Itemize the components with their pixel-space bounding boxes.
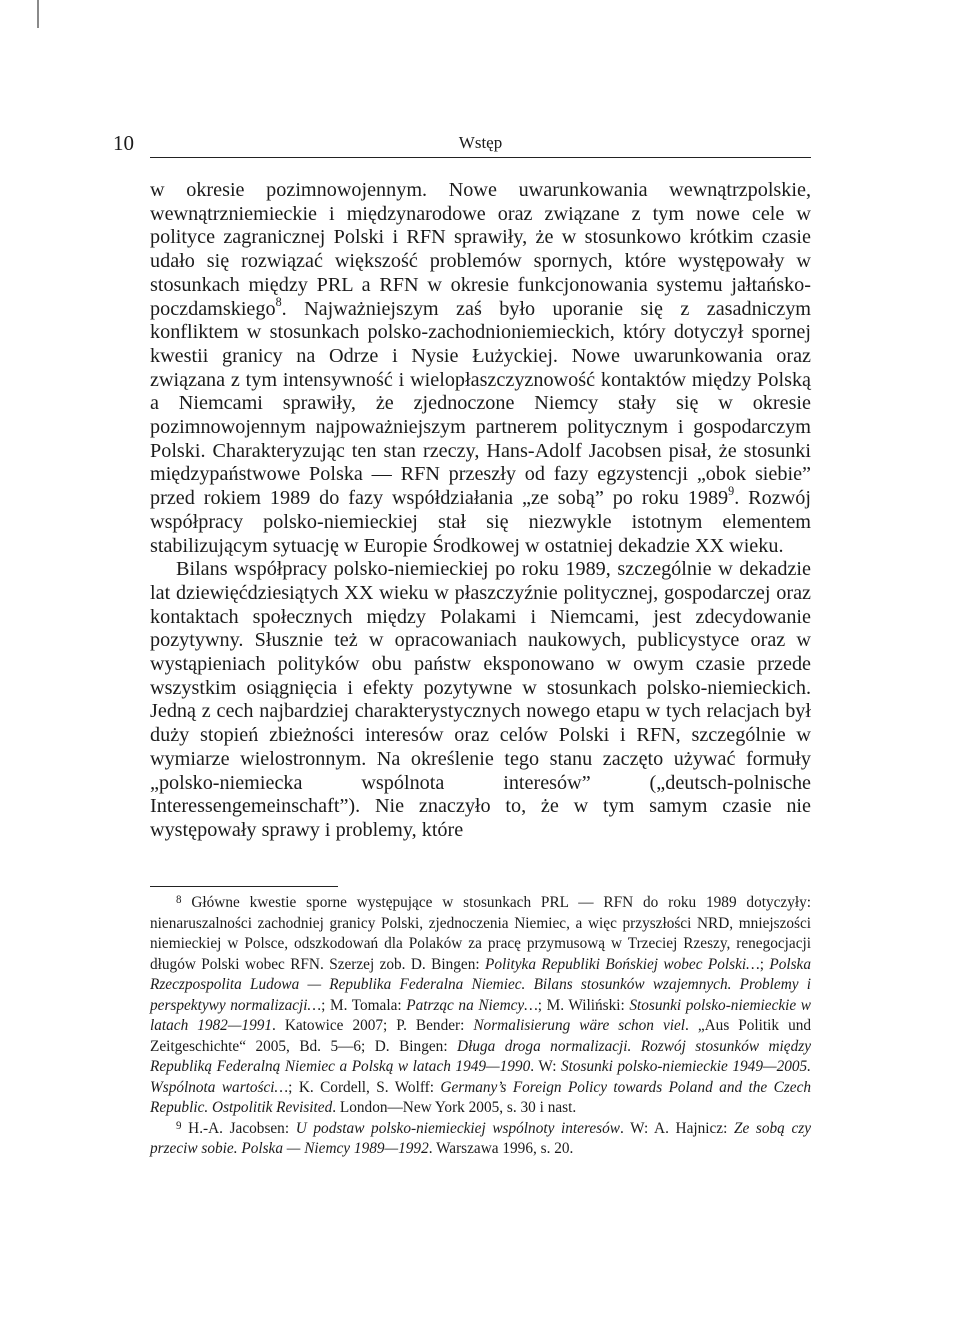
title-prl-rfn-bilans: Polska Rzeczpospolita Ludowa — Republika Federalna Niemiec. Bilans stosunków wzajemnych. Problemy i perspektywy normalizacji… xyxy=(150,955,811,1014)
paragraph-2: Bilans współpracy polsko-niemieckiej po roku 1989, szczególnie w dekadzie lat dziewięćdziesiątych XX wieku w płaszczyźnie politycznej, gospodarczej oraz kontaktach społecznych między Polakami i Niemcami, jest zdecydowanie pozytywny. Słusznie też w opracowaniach naukowych, publicystyce oraz w wystąpieniach polityków obu państw eksponowano w owym czasie przede wszystkim osiągnięcia i efekty pozytywne w stosunkach polsko-niemieckich. Jedną z cech najbardziej charakterystycznych nowego etapu w tych relacjach był duży stopień zbieżności interesów oraz celów Polski i RFN, szczególnie w wymiarze wielostronnym. Na określenie tego stanu zaczęto używać formuły „polsko-niemiecka wspólnota interesów” („deutsch-polnische Interessengemeinschaft”). Nie znaczyło to, że w tym samym czasie nie występowały sprawy i problemy, które xyxy=(150,558,811,841)
footnote-9-marker: 9 xyxy=(176,1119,182,1132)
header-rule xyxy=(150,157,811,158)
fn9-text: . Warszawa 1996, s. 20. xyxy=(428,1140,574,1157)
body-text xyxy=(150,179,811,843)
fn9-text: : xyxy=(284,1119,296,1137)
author-tomala: Tomala xyxy=(351,996,398,1014)
author-bender: Bender xyxy=(415,1017,461,1034)
fn8-text: , S. xyxy=(366,1078,395,1096)
fn9-text: H.-A. xyxy=(188,1119,230,1137)
footnote-8 xyxy=(150,893,811,1119)
page-number: 10 xyxy=(113,131,134,155)
binding-edge-mark xyxy=(37,0,39,28)
fn8-text: . W: xyxy=(530,1058,562,1075)
paragraph-1 xyxy=(150,179,811,558)
footnotes xyxy=(150,893,811,1160)
author-wilinski: Wiliński xyxy=(568,996,621,1014)
title-ze-soba: Ze sobą czy przeciw sobie. Polska — Niemcy 1989—1992 xyxy=(150,1119,811,1157)
title-polityka-republiki: Polityka Republiki Bońskiej wobec Polski… xyxy=(485,955,760,973)
running-head: Wstęp xyxy=(458,133,503,152)
title-stosunki-1982-1991: Stosunki polsko-niemieckie w latach 1982—1991 xyxy=(150,996,811,1034)
title-patrzac-na-niemcy: Patrząc na Niemcy… xyxy=(406,996,538,1014)
fn8-text: : xyxy=(620,996,630,1014)
author-wolff: Wolff xyxy=(394,1078,430,1096)
title-germanys-foreign-policy: Germany’s Foreign Policy towards Poland and the Czech Republic. Ostpolitik Revisited xyxy=(150,1078,812,1116)
paragraph-1-text-a: w okresie pozimnowojennym. Nowe uwarunkowania wewnątrzpolskie, wewnątrzniemieckie i międzynarodowe oraz związane z tym nowe cele w polityce zagranicznej Polski i RFN sprawiły, że w stosunkowo krótkim czasie udało się rozwiązać większość problemów spornych, które występowały w stosunkach między PRL a RFN w okresie funkcjonowania systemu jałtańsko-poczdamskiego xyxy=(150,179,811,320)
fn8-text: . „Aus Politik und Zeitgeschichte“ 2005, Bd. 5—6; D. xyxy=(150,1017,812,1055)
footnote-8-marker: 8 xyxy=(176,894,182,907)
fn8-text: ; K. xyxy=(288,1078,321,1096)
paragraph-1-text-b: . Najważniejszym zaś było uporanie się z zasadniczym konfliktem w stosunkach polsko-zachodnioniemieckich, który dotyczył spornej kwestii granicy na Odrze i Nysie Łużyckiej. Nowe uwarunkowania oraz związana z tym intensywność i wielopłaszczyznowość kontaktów między Polską a Niemcami sprawiły, że zjednoczone Niemcy stały się w okresie pozimnowojennym najpoważniejszym partnerem politycznym i gospodarczym Polski. Charakteryzując ten stan rzeczy, Hans-Adolf Jacobsen pisał, że stosunki międzypaństwowe Polska — RFN przeszły od fazy egzystencji „obok siebie” przed rokiem 1989 do fazy współdziałania „ze sobą” po roku 1989 xyxy=(150,297,811,510)
fn8-text: : xyxy=(443,1037,458,1055)
author-hajnicz: Hajnicz xyxy=(675,1119,724,1137)
fn8-text: : xyxy=(429,1078,441,1096)
paragraph-1-text-c: . Rozwój współpracy polsko-niemieckiej stał się niezwykle istotnym elementem stabilizującym sytuację w Europie Środkowej w ostatniej dekadzie XX wieku. xyxy=(150,487,811,557)
fn8-text: : xyxy=(460,1017,474,1034)
title-dluga-droga: Długa droga normalizacji. Rozwój stosunków między Republiką Federalną Niemiec a Polską w latach 1949—1990 xyxy=(150,1037,811,1075)
author-bingen: Bingen xyxy=(399,1037,444,1055)
title-stosunki-1949-2005: Stosunki polsko-niemieckie 1949—2005. Wspólnota wartości… xyxy=(150,1058,811,1096)
fn8-text: ; M. xyxy=(321,996,352,1014)
fn8-text: ; M. xyxy=(537,996,569,1014)
title-normalisierung: Normalisierung wäre schon viel xyxy=(473,1017,686,1034)
author-jacobsen: Jacobsen xyxy=(229,1119,285,1137)
fn9-text: . W: A. xyxy=(619,1119,676,1137)
footnote-9 xyxy=(150,1119,811,1160)
footnote-separator xyxy=(150,886,338,887)
fn8-text: . Katowice 2007; P. xyxy=(272,1017,416,1034)
fn8-text: ; xyxy=(759,955,770,973)
title-u-podstaw: U podstaw polsko-niemieckiej wspólnoty interesów xyxy=(295,1119,620,1137)
author-cordell: Cordell xyxy=(320,1078,366,1096)
fn8-text: : xyxy=(475,955,485,973)
footnote-ref-9[interactable]: 9 xyxy=(728,484,735,499)
fn8-text: . London—New York 2005, s. 30 i nast. xyxy=(332,1099,577,1116)
footnote-ref-8[interactable]: 8 xyxy=(275,294,282,309)
fn8-text: Główne kwestie sporne występujące w stosunkach PRL — RFN do roku 1989 dotyczyły: nienaruszalności zachodniej granicy Polski, zjednoczenia Niemiec, a więc przyszłości NRD, mniejszości niemieckiej w Polsce, odszkodowań dla Polaków za pracę przymusową w Trzeciej Rzeszy, renegocjacji długów Polski wobec RFN. Szerzej zob. D. xyxy=(150,894,812,973)
fn8-text: : xyxy=(397,996,407,1014)
author-bingen: Bingen xyxy=(431,955,476,973)
fn9-text: : xyxy=(723,1119,734,1137)
